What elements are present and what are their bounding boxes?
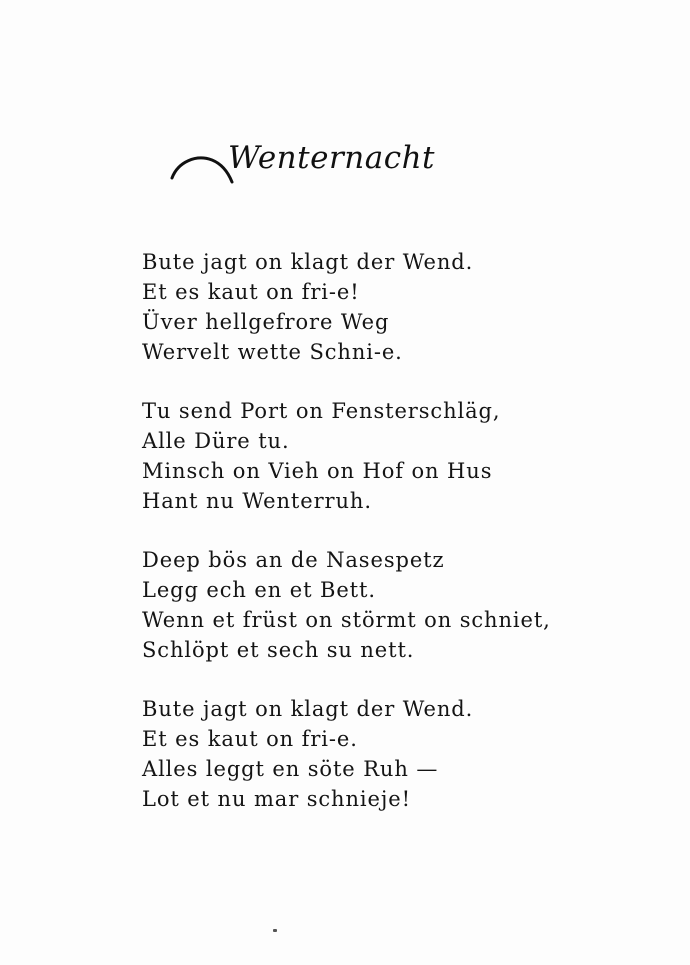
poem-line: Minsch on Vieh on Hof on Hus [142,459,493,483]
stanza-1 [142,247,612,367]
poem-line: Alles leggt en söte Ruh — [142,757,439,781]
poem-line: Wervelt wette Schni-e. [142,340,403,364]
poem-line: Tu send Port on Fensterschläg, [142,399,501,423]
poem-line: Legg ech en et Bett. [142,578,376,602]
poem-line: Deep bös an de Nasespetz [142,548,445,572]
poem-line: Bute jagt on klagt der Wend. [142,250,474,274]
poem-line: Wenn et früst on störmt on schniet, [142,608,551,632]
poem-line: Hant nu Wenterruh. [142,489,372,513]
poem-body [142,247,612,843]
poem-line: Et es kaut on fri-e. [142,727,358,751]
poem-line: Bute jagt on klagt der Wend. [142,697,474,721]
poem-title [168,140,435,176]
poem-line: Alle Düre tu. [142,429,290,453]
stanza-2 [142,396,612,516]
poem-line: Et es kaut on fri-e! [142,280,360,304]
poem-line: Üver hellgefrore Weg [142,310,390,334]
poem-line: Schlöpt et sech su nett. [142,638,415,662]
stanza-3 [142,545,612,665]
page-mark [273,929,277,932]
stanza-4 [142,694,612,814]
poem-title-text: Wenternacht [228,140,435,176]
poem-line: Lot et nu mar schnieje! [142,787,411,811]
